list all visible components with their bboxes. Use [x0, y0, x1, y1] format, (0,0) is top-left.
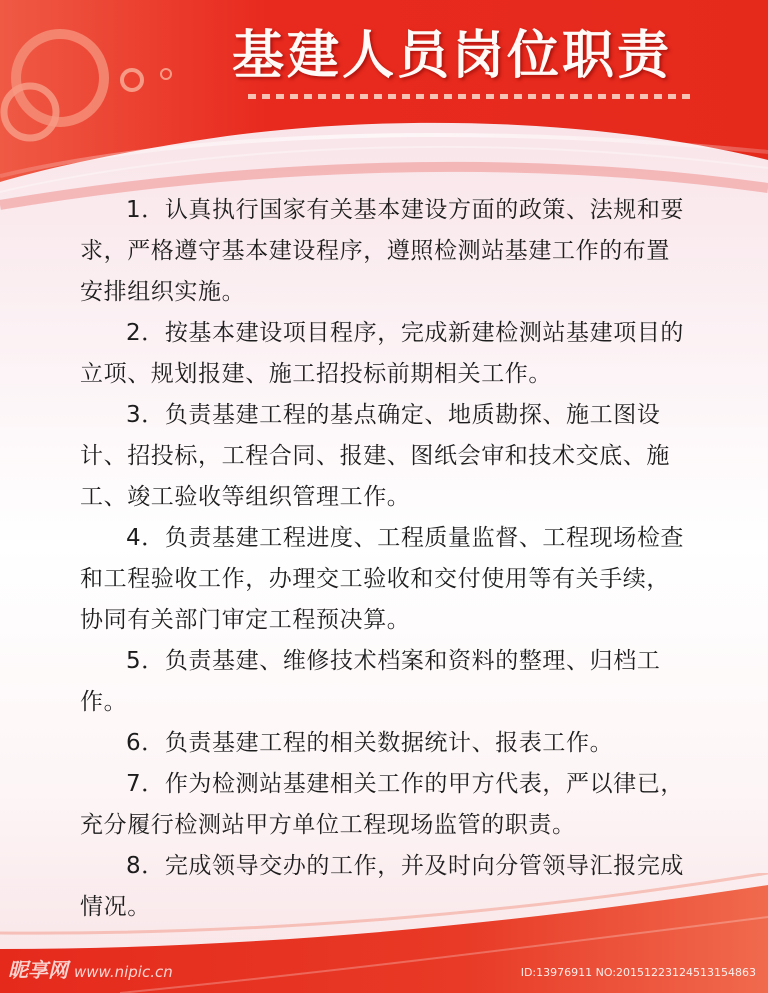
- duty-item-3: 3．负责基建工程的基点确定、地质勘探、施工图设计、招投标，工程合同、报建、图纸会审和技术交底、施工、竣工验收等组织管理工作。: [80, 402, 670, 510]
- watermark-logo: [8, 954, 173, 983]
- duty-item-5: 5．负责基建、维修技术档案和资料的整理、归档工作。: [80, 648, 661, 715]
- duty-item-8: 8．完成领导交办的工作，并及时向分管领导汇报完成情况。: [80, 853, 685, 920]
- duty-item-2: 2．按基本建设项目程序，完成新建检测站基建项目的立项、规划报建、施工招投标前期相关工作。: [80, 320, 685, 387]
- duty-item-6: 6．负责基建工程的相关数据统计、报表工作。: [126, 730, 614, 756]
- duty-item-4: 4．负责基建工程进度、工程质量监督、工程现场检查和工程验收工作，办理交工验收和交付使用等有关手续，协同有关部门审定工程预决算。: [80, 525, 685, 633]
- title-underline-dots: [248, 94, 690, 99]
- duty-item-1: 1．认真执行国家有关基本建设方面的政策、法规和要求，严格遵守基本建设程序，遵照检测站基建工作的布置安排组织实施。: [80, 197, 685, 305]
- duty-item-7: 7．作为检测站基建相关工作的甲方代表，严以律已，充分履行检测站甲方单位工程现场监管的职责。: [80, 771, 685, 838]
- page-title: 基建人员岗位职责: [232, 25, 673, 86]
- watermark-id: ID:13976911 NO:20151223124513154863: [520, 966, 756, 979]
- watermark-url: www.nipic.cn: [74, 963, 173, 981]
- duty-list: [80, 190, 690, 928]
- watermark-logo-text: 昵享网: [8, 958, 68, 982]
